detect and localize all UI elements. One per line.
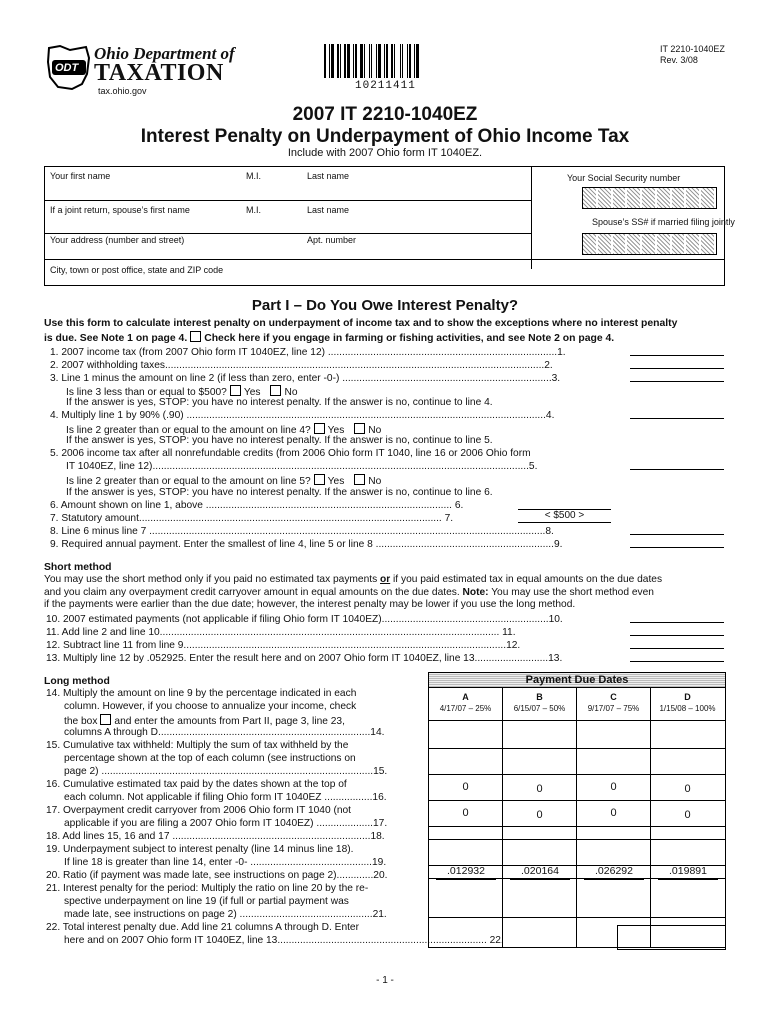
col-d-header (651, 692, 724, 714)
line-21c: made late, see instructions on page 2) ...............................................21. (64, 909, 387, 920)
barcode-bar (366, 44, 368, 78)
line-14d: columns A through D...........................................................................14. (64, 727, 385, 738)
line-3: 3. Line 1 minus the amount on line 2 (if less than zero, enter -0-) ..........................................................................3. (50, 373, 561, 384)
barcode (324, 44, 442, 78)
line-16-col-b[interactable]: 0 (536, 783, 543, 795)
line-4a-question: Is line 2 greater than or equal to the amount on line 4? (66, 425, 311, 436)
line-19b: If line 18 is greater than line 14, enter -0- ...........................................19. (64, 857, 387, 868)
barcode-bar (389, 44, 390, 78)
line-12-answer[interactable] (630, 648, 724, 649)
col-b-date: 6/15/07 – 50% (513, 704, 566, 713)
include-note: Include with 2007 Ohio form IT 1040EZ. (287, 147, 483, 159)
ratio-col-d: .019891 (658, 865, 718, 880)
taxation-name: TAXATION (94, 60, 224, 86)
barcode-bar (382, 44, 383, 78)
line-22b: here and on 2007 Ohio form IT 1040EZ, line 13.......................................................................... 22. (64, 935, 504, 946)
line-7: 7. Statutory amount........................................................................................................... 7. (50, 513, 454, 524)
line-17-col-c[interactable]: 0 (610, 807, 617, 819)
line-17a: 17. Overpayment credit carryover from 2006 Ohio form IT 1040 (not (46, 805, 352, 816)
barcode-bar (342, 44, 343, 78)
logo-monogram: ODT (55, 62, 79, 74)
barcode-bar (373, 44, 375, 78)
col-b-letter: B (536, 692, 543, 702)
ssn-label: Your Social Security number (567, 173, 681, 183)
barcode-bar (409, 44, 411, 78)
spouse-first-name-field[interactable]: If a joint return, spouse’s first name (50, 205, 190, 215)
line-3b: If the answer is yes, STOP: you have no interest penalty. If the answer is no, continue to line 4. (66, 397, 493, 408)
line-5a-question: Is line 2 greater than or equal to the amount on line 5? (66, 476, 311, 487)
barcode-bar (340, 44, 341, 78)
city-state-zip-field[interactable]: City, town or post office, state and ZIP code (50, 265, 224, 275)
line-15b: percentage shown at the top of each column (see instructions on (64, 753, 356, 764)
barcode-bar (337, 44, 339, 78)
line-8: 8. Line 6 minus line 7 ............................................................................................................................................8. (50, 526, 554, 537)
line-5a (66, 474, 381, 488)
line-9-answer[interactable] (630, 547, 724, 548)
line-16-col-c[interactable]: 0 (610, 781, 617, 793)
no-label: No (284, 387, 298, 398)
yes-label: Yes (243, 387, 261, 398)
intro-line-c: Check here if you engage in farming or fishing activities, and see Note 2 on page 4. (204, 332, 615, 344)
barcode-bar (414, 44, 415, 78)
line-16-col-d[interactable]: 0 (684, 783, 691, 795)
ratio-col-a: .012932 (436, 865, 496, 880)
long-method-heading: Long method (44, 676, 110, 687)
farming-checkbox[interactable] (190, 331, 201, 342)
form-subtitle: Interest Penalty on Underpayment of Ohio Income Tax (140, 126, 630, 147)
barcode-bar (353, 44, 354, 78)
line-7-value: < $500 > (518, 510, 611, 523)
line-5b: If the answer is yes, STOP: you have no interest penalty. If the answer is no, continue to line 6. (66, 487, 493, 498)
website-url: tax.ohio.gov (98, 86, 147, 96)
line-15a: 15. Cumulative tax withheld: Multiply the sum of tax withheld by the (46, 740, 349, 751)
line-21a: 21. Interest penalty for the period: Multiply the ratio on line 20 by the re- (46, 883, 369, 894)
line-2: 2. 2007 withholding taxes......................................................................................................................................2. (50, 360, 553, 371)
line-1: 1. 2007 income tax (from 2007 Ohio form IT 1040EZ, line 12) .................................................................................1. (50, 347, 566, 358)
line-14c-1: the box (64, 716, 98, 727)
barcode-bar (355, 44, 357, 78)
barcode-bar (376, 44, 377, 78)
taxpayer-info-block (44, 166, 735, 286)
short-method-text (44, 574, 734, 612)
intro-line-b: is due. See Note 1 on page 4. (44, 332, 188, 344)
spouse-last-name-field[interactable]: Last name (307, 205, 350, 215)
col-c-letter: C (610, 692, 617, 702)
first-name-field[interactable]: Your first name (50, 171, 111, 181)
no-label: No (368, 425, 382, 436)
barcode-bar (404, 44, 406, 78)
line-16a: 16. Cumulative estimated tax paid by the dates shown at the top of (46, 779, 347, 790)
line-6: 6. Amount shown on line 1, above ....................................................................................... 6. (50, 500, 464, 511)
last-name-field[interactable]: Last name (307, 171, 350, 181)
barcode-bar (391, 44, 393, 78)
line-16b: each column. Not applicable if filing Ohio form IT 1040EZ .................16. (64, 792, 387, 803)
barcode-bar (364, 44, 365, 78)
ratio-col-c: .026292 (584, 865, 644, 880)
line-4-no-checkbox[interactable] (354, 423, 365, 434)
col-d-date: 1/15/08 – 100% (659, 704, 716, 713)
form-id (660, 44, 725, 66)
col-a-date: 4/17/07 – 25% (439, 704, 492, 713)
short-text-1b: if you paid estimated tax in equal amounts on the due dates (393, 574, 663, 585)
line-17b: applicable if you are filing a 2007 Ohio form IT 1040EZ) ....................17. (64, 818, 388, 829)
line-11-answer[interactable] (630, 635, 724, 636)
line-13: 13. Multiply line 12 by .052925. Enter the result here and on 2007 Ohio form IT 1040EZ, line 13..........................13. (46, 653, 563, 664)
short-method-heading: Short method (44, 562, 112, 573)
ssn-input[interactable] (582, 187, 717, 209)
spouse-ssn-input[interactable] (582, 233, 717, 255)
line-4-answer[interactable] (630, 418, 724, 419)
address-field[interactable]: Your address (number and street) (50, 235, 185, 245)
short-text-2a: and you claim any overpayment credit carryover amount in equal amounts on the due dates. (44, 586, 460, 598)
line-17-col-a[interactable]: 0 (462, 807, 469, 819)
spouse-mi-field[interactable]: M.I. (246, 205, 261, 215)
barcode-bar (396, 44, 399, 78)
line-5x: IT 1040EZ, line 12).....................................................................................................................................5. (66, 461, 538, 472)
form-title: 2007 IT 2210-1040EZ (292, 104, 478, 125)
barcode-bar (378, 44, 381, 78)
line-19a: 19. Underpayment subject to interest penalty (line 14 minus line 18). (46, 844, 354, 855)
form-revision: Rev. 3/08 (660, 55, 698, 65)
line-13-answer[interactable] (630, 661, 724, 662)
col-a-header (429, 692, 502, 714)
line-4b: If the answer is yes, STOP: you have no interest penalty. If the answer is no, continue to line 5. (66, 435, 493, 446)
barcode-bar (344, 44, 346, 78)
col-d-letter: D (684, 692, 691, 702)
line-4: 4. Multiply line 1 by 90% (.90) ...............................................................................................................................4. (50, 410, 555, 421)
col-a-letter: A (462, 692, 469, 702)
line-5-answer[interactable] (630, 469, 724, 470)
line-14c-2: and enter the amounts from Part II, page 3, line 23, (114, 716, 345, 727)
part1-intro (44, 318, 734, 345)
barcode-bar (358, 44, 359, 78)
line-17-col-b[interactable]: 0 (536, 809, 543, 821)
short-text-3: if the payments were earlier than the due date; however, the interest penalty may be lower if you use the long method. (44, 599, 576, 610)
line-12: 12. Subtract line 11 from line 9..................................................................................................................12. (46, 640, 521, 651)
line-5-no-checkbox[interactable] (354, 474, 365, 485)
line-5-yes-checkbox[interactable] (314, 474, 325, 485)
line-14b: column. However, if you choose to annualize your income, check (64, 701, 357, 712)
short-text-2b: You may use the short method even (491, 586, 654, 598)
barcode-bar (329, 44, 330, 78)
short-text-or: or (380, 574, 391, 585)
intro-line-a: Use this form to calculate interest penalty on underpayment of income tax and to show the exceptions where no interest penalty (44, 318, 678, 329)
barcode-bar (327, 44, 328, 78)
line-10: 10. 2007 estimated payments (not applicable if filing Ohio form IT 1040EZ)...........................................................10. (46, 614, 563, 625)
line-3-yes-checkbox[interactable] (230, 385, 241, 396)
line-8-answer[interactable] (630, 534, 724, 535)
barcode-bar (402, 44, 403, 78)
line-3-no-checkbox[interactable] (270, 385, 281, 396)
yes-label: Yes (327, 425, 345, 436)
line-11: 11. Add line 2 and line 10........................................................................................................................ 11. (46, 627, 516, 638)
annualize-checkbox[interactable] (100, 714, 111, 725)
spouse-ssn-label: Spouse’s SS# if married filing jointly (592, 217, 735, 227)
barcode-bar (400, 44, 401, 78)
line-10-answer[interactable] (630, 622, 724, 623)
line-16-col-a[interactable]: 0 (462, 781, 469, 793)
barcode-bar (360, 44, 363, 78)
line-1-answer[interactable] (630, 355, 724, 356)
barcode-bar (407, 44, 408, 78)
col-b-header (503, 692, 576, 714)
line-3a-question: Is line 3 less than or equal to $500? (66, 387, 227, 398)
ssn-section (531, 167, 735, 269)
barcode-bar (369, 44, 370, 78)
line-2-answer[interactable] (630, 368, 724, 369)
yes-label: Yes (327, 476, 345, 487)
line-21b: spective underpayment on line 19 (if full or partial payment was (64, 896, 349, 907)
col-c-header (577, 692, 650, 714)
department-name: Ohio Department of (94, 44, 235, 63)
page-number: - 1 - (376, 975, 394, 986)
barcode-bar (347, 44, 350, 78)
ratio-col-b: .020164 (510, 865, 570, 880)
barcode-bar (335, 44, 336, 78)
line-5: 5. 2006 income tax after all nonrefundable credits (from 2006 Ohio form IT 1040, line 16 or 2006 Ohio form (50, 448, 531, 459)
payment-due-dates-table (428, 672, 726, 948)
short-text-1a: You may use the short method only if you paid no estimated tax payments (44, 574, 378, 585)
barcode-bar (371, 44, 372, 78)
line-17-col-d[interactable]: 0 (684, 809, 691, 821)
barcode-bar (324, 44, 326, 78)
form-number: IT 2210-1040EZ (660, 44, 725, 54)
part1-heading: Part I – Do You Owe Interest Penalty? (251, 297, 519, 314)
barcode-bar (394, 44, 395, 78)
mi-field[interactable]: M.I. (246, 171, 261, 181)
barcode-bar (420, 44, 422, 78)
line-9: 9. Required annual payment. Enter the smallest of line 4, line 5 or line 8 ...............................................................9. (50, 539, 563, 550)
no-label: No (368, 476, 382, 487)
barcode-bar (351, 44, 352, 78)
line-22a: 22. Total interest penalty due. Add line 21 columns A through D. Enter (46, 922, 359, 933)
table-title: Payment Due Dates (429, 673, 725, 688)
barcode-number: 10211411 (355, 80, 416, 92)
col-c-date: 9/17/07 – 75% (587, 704, 640, 713)
line-3-answer[interactable] (630, 381, 724, 382)
barcode-bar (331, 44, 334, 78)
line-20: 20. Ratio (if payment was made late, see instructions on page 2).............20. (46, 870, 388, 881)
line-22-total-box[interactable] (617, 925, 726, 950)
line-14a: 14. Multiply the amount on line 9 by the percentage indicated in each (46, 688, 357, 699)
line-18: 18. Add lines 15, 16 and 17 ......................................................................18. (46, 831, 385, 842)
apt-number-field[interactable]: Apt. number (307, 235, 357, 245)
short-text-note: Note: (462, 586, 489, 598)
line-15c: page 2) ................................................................................................15. (64, 766, 388, 777)
barcode-bar (386, 44, 388, 78)
barcode-bar (416, 44, 419, 78)
line-14c (64, 714, 345, 728)
line-4-yes-checkbox[interactable] (314, 423, 325, 434)
barcode-bar (384, 44, 385, 78)
barcode-bar (412, 44, 413, 78)
